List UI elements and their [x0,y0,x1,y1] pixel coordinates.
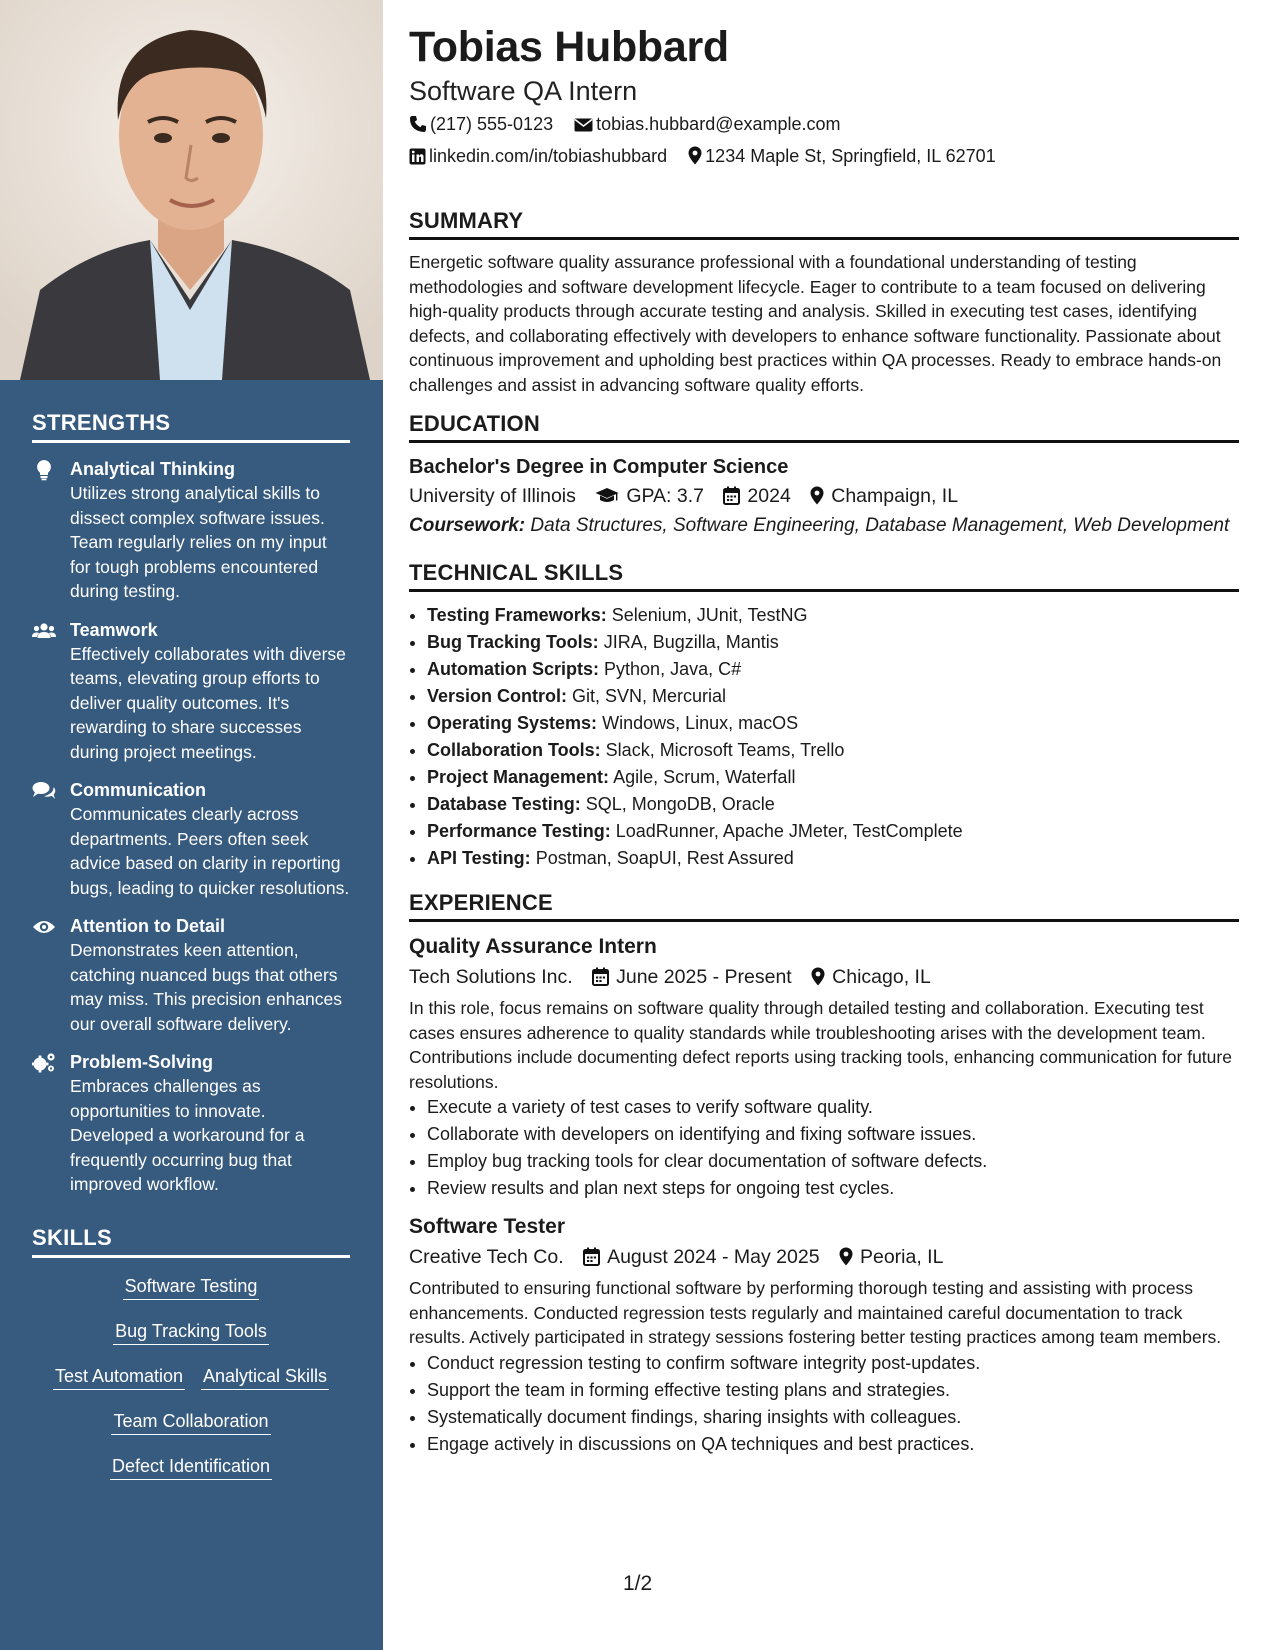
skill-label: API Testing: [427,848,531,868]
year-text: 2024 [747,485,791,507]
strength-description: Utilizes strong analytical skills to dissect complex software issues. Team regularly relies on my input for tough problems encountered during testing. [70,483,327,601]
skill-value: Windows, Linux, macOS [602,713,799,733]
lightbulb-icon [32,459,56,481]
skill-value: Selenium, JUnit, TestNG [611,605,808,625]
dates-text: June 2025 - Present [616,966,792,988]
skill-value: Postman, SoapUI, Rest Assured [535,848,794,868]
education-degree: Bachelor's Degree in Computer Science [409,456,789,478]
phone-contact [409,108,553,140]
job-bullets [409,1094,1239,1202]
summary-text: Energetic software quality assurance professional with a foundational understanding of testing methodologies and software development lifecycle. Eager to contribute to a team focused on delivering high-quality products through accurate testing and analysis. Skilled in executing test cases, identifying defects, and collaborating effectively with developers to enhance software functionality. Passionate about continuous improvement and upholding best practices within QA processes. Ready to embrace hands-on challenges and assist in advancing software quality efforts. [409,252,1222,395]
strength-title: Communication [70,780,207,800]
strength-item [32,618,350,765]
location-text: Champaign, IL [831,485,959,507]
skill-label: Project Management: [427,767,610,787]
strength-title: Attention to Detail [70,916,225,936]
candidate-role: Software QA Intern [409,76,638,106]
job-company: Creative Tech Co. [409,1246,564,1268]
list-item [427,737,1239,764]
skill-row [32,1319,350,1348]
phone-text: (217) 555-0123 [430,114,554,134]
job-description: In this role, focus remains on software quality through detailed testing and collaboration. Executing test cases ensures adherence to quality standards while troubleshooting arises with the development team. Contributions include documenting defect reports using tracking tools, enhancing communication for future resolutions. [409,998,1232,1092]
strength-title: Problem-Solving [70,1052,214,1072]
job-location [811,962,931,992]
eye-icon [32,916,56,938]
map-marker-icon [810,486,824,505]
list-item: • Conduct regression testing to confirm software integrity post-updates. [427,1350,1239,1377]
calendar-icon [723,486,740,505]
skill-tag: Defect Identification [110,1454,272,1480]
skill-value: LoadRunner, Apache JMeter, TestComplete [615,821,963,841]
list-item [427,764,1239,791]
portrait-illustration [0,0,383,380]
job-company: Tech Solutions Inc. [409,966,573,988]
list-item [427,710,1239,737]
list-item [427,629,1239,656]
page-number: 1/2 [623,1572,653,1595]
strength-item [32,914,350,1036]
gears-icon [32,1052,56,1074]
map-marker-icon [839,1247,853,1266]
job-dates [583,1242,819,1272]
email-contact[interactable] [574,108,840,140]
skill-value: Python, Java, C# [604,659,742,679]
strength-description: Demonstrates keen attention, catching nuanced bugs that others may miss. This precision enhances our overall software delivery. [70,940,343,1034]
education-location [810,481,958,511]
list-item: • Support the team in forming effective testing plans and strategies. [427,1377,1239,1404]
dates-text: August 2024 - May 2025 [607,1246,820,1268]
list-item: • Engage actively in discussions on QA techniques and best practices. [427,1431,1239,1458]
location-text: Chicago, IL [832,966,931,988]
skill-value: Agile, Scrum, Waterfall [613,767,796,787]
strength-description: Embraces challenges as opportunities to innovate. Developed a workaround for a frequently occurring bug that improved workflow. [70,1076,305,1194]
skill-tags [32,1272,350,1483]
technical-skills-list [409,602,1239,872]
skill-row [32,1364,350,1393]
envelope-icon [574,117,593,133]
education-meta [409,481,1239,511]
education-heading: EDUCATION [409,411,1239,443]
location-text: Peoria, IL [859,1246,944,1268]
linkedin-text: linkedin.com/in/tobiashubbard [429,146,668,166]
list-item [427,818,1239,845]
strength-description: Effectively collaborates with diverse teams, elevating group efforts to deliver quality outcomes. It's rewarding to share successes during project meetings. [70,643,346,762]
list-item: • Review results and plan next steps for ongoing test cycles. [427,1175,1239,1202]
skill-label: Performance Testing: [427,821,611,841]
skill-tag: Software Testing [123,1274,260,1300]
phone-icon [409,115,427,133]
skill-label: Collaboration Tools: [427,740,601,760]
skill-value: SQL, MongoDB, Oracle [585,794,775,814]
skill-label: Database Testing: [427,794,581,814]
skill-row [32,1274,350,1303]
skill-label: Automation Scripts: [427,659,600,679]
job-title: Quality Assurance Intern [409,935,657,958]
technical-skills-heading: TECHNICAL SKILLS [409,560,1239,592]
map-marker-icon [811,967,825,986]
job-entry [409,1212,1239,1458]
users-icon [32,620,56,642]
skill-tag: Team Collaboration [111,1409,270,1435]
list-item: • Collaborate with developers on identifying and fixing software issues. [427,1121,1239,1148]
list-item [427,845,1239,872]
contact-row [409,140,1239,172]
list-item [427,791,1239,818]
skill-row [32,1409,350,1438]
main-content [409,22,1239,1458]
calendar-icon [592,967,609,986]
linkedin-icon [409,148,426,165]
skills-heading: SKILLS [32,1225,350,1258]
skill-label: Operating Systems: [427,713,598,733]
skill-label: Testing Frameworks: [427,605,607,625]
education-year [723,481,790,511]
address-text: 1234 Maple St, Springfield, IL 62701 [705,146,996,166]
list-item: • Systematically document findings, sharing insights with colleagues. [427,1404,1239,1431]
profile-photo [0,0,383,380]
sidebar-content [32,410,350,1499]
skill-label: Bug Tracking Tools: [427,632,599,652]
strength-description: Communicates clearly across departments. Peers often seek advice based on clarity in reporting bugs, leading to quicker resolutions. [70,804,350,898]
skill-row [32,1454,350,1483]
graduation-cap-icon [595,487,619,505]
strength-item [32,457,350,604]
skill-value: Slack, Microsoft Teams, Trello [605,740,845,760]
comments-icon [32,780,56,802]
linkedin-contact[interactable] [409,140,667,172]
sidebar [0,0,383,1650]
job-location [839,1242,943,1272]
strength-item [32,778,350,900]
education-gpa [595,481,704,511]
job-dates [592,962,792,992]
skill-tag: Analytical Skills [201,1364,329,1390]
skill-tag: Test Automation [53,1364,185,1390]
experience-heading: EXPERIENCE [409,890,1239,922]
contact-row [409,108,1239,140]
list-item [427,602,1239,629]
list-item [427,683,1239,710]
strengths-heading: STRENGTHS [32,410,350,443]
email-text: tobias.hubbard@example.com [596,114,841,134]
coursework-text: Data Structures, Software Engineering, Database Management, Web Development [530,515,1230,536]
skill-value: JIRA, Bugzilla, Mantis [603,632,779,652]
list-item: • Execute a variety of test cases to verify software quality. [427,1094,1239,1121]
job-meta [409,962,1239,992]
education-school: University of Illinois [409,485,576,507]
list-item [427,656,1239,683]
contact-info [409,108,1239,172]
skill-tag: Bug Tracking Tools [113,1319,269,1345]
address-contact [688,140,996,172]
summary-heading: SUMMARY [409,208,1239,240]
job-entry [409,932,1239,1202]
candidate-name: Tobias Hubbard [409,23,729,71]
gpa-text: GPA: 3.7 [626,485,704,507]
list-item: • Employ bug tracking tools for clear documentation of software defects. [427,1148,1239,1175]
map-marker-icon [688,146,702,165]
job-meta [409,1242,1239,1272]
job-description: Contributed to ensuring functional software by performing thorough testing and assisting with process enhancements. Conducted regression tests regularly and maintained careful documentation to track results. Actively participated in strategy sessions fostering better testing practices among team members. [409,1278,1222,1347]
skill-label: Version Control: [427,686,568,706]
coursework-label: Coursework: [409,515,526,536]
skill-value: Git, SVN, Mercurial [572,686,727,706]
job-title: Software Tester [409,1215,565,1238]
strength-title: Teamwork [70,619,158,640]
strength-title: Analytical Thinking [70,459,236,479]
calendar-icon [583,1247,600,1266]
job-bullets [409,1350,1239,1458]
strength-item [32,1050,350,1197]
coursework [409,513,1239,538]
